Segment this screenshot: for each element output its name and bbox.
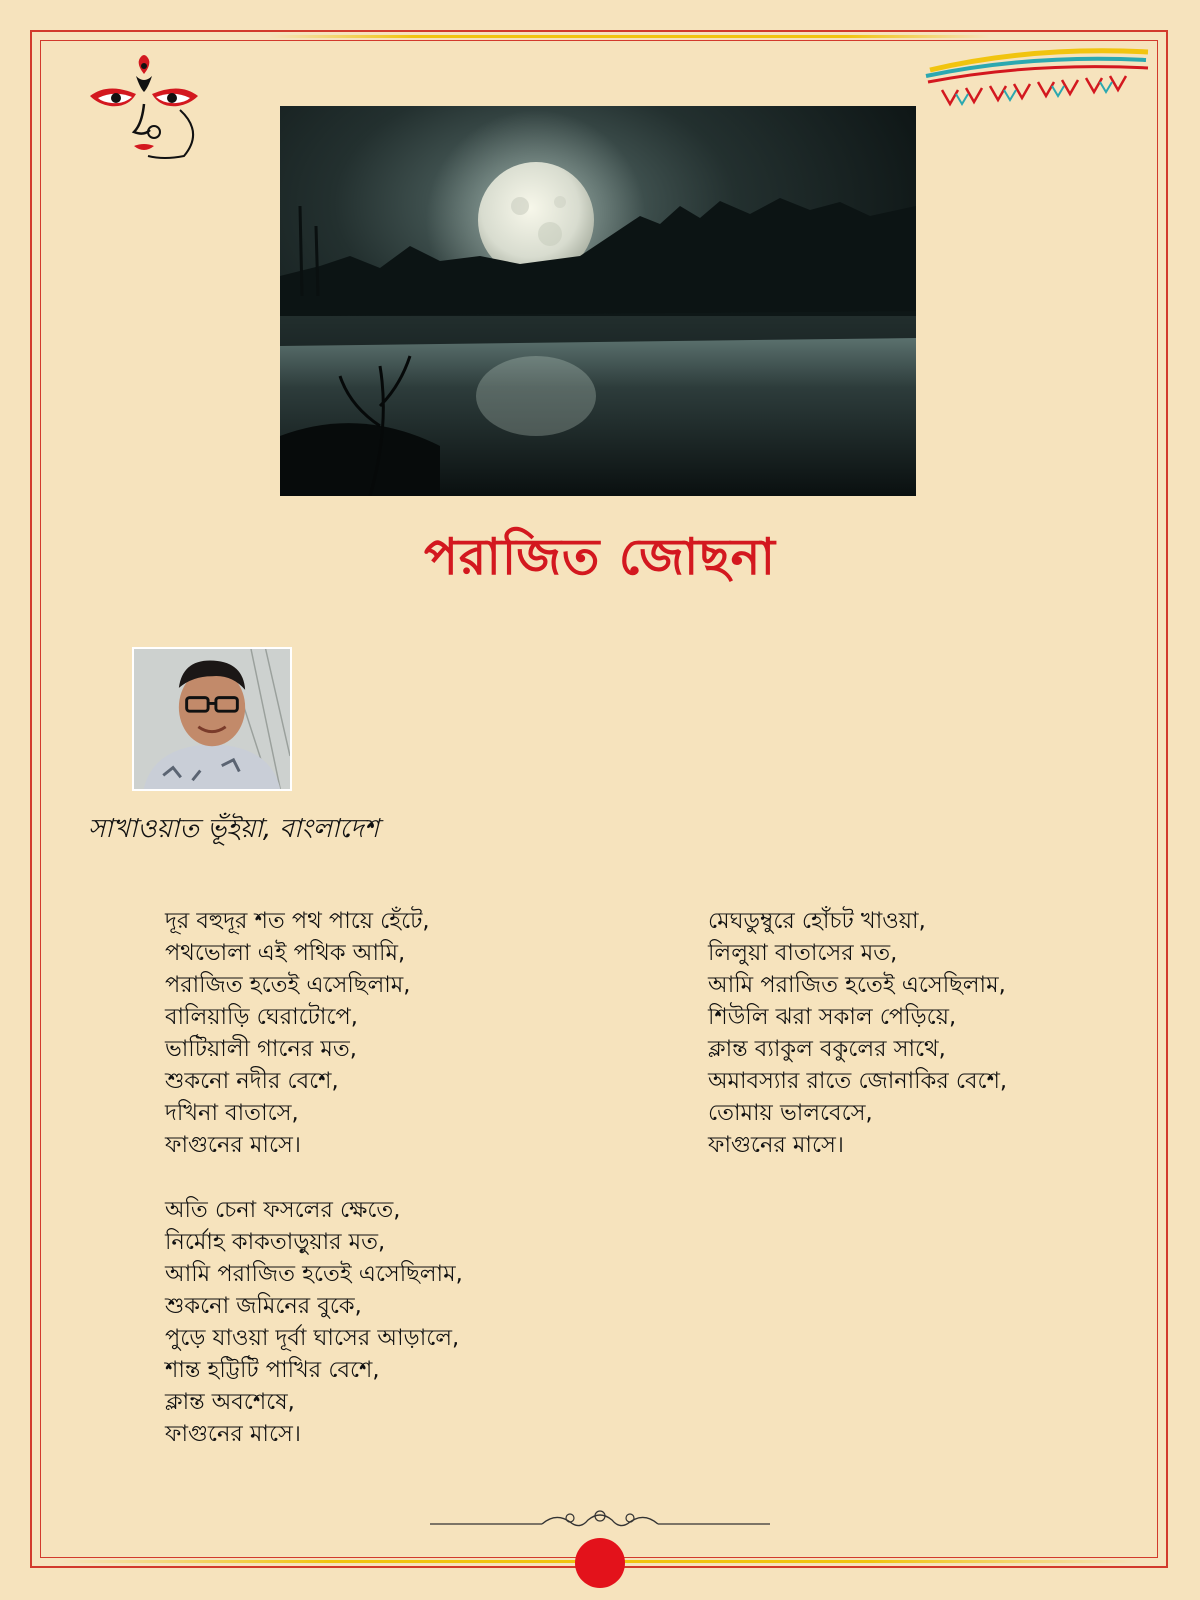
poem-line: দখিনা বাতাসে, <box>165 1100 299 1126</box>
poem-line: পথভোলা এই পথিক আমি, <box>165 940 406 966</box>
durga-face-icon <box>88 52 206 162</box>
poem-line: লিলুয়া বাতাসের মত, <box>708 940 898 966</box>
stanza-2 <box>165 1194 463 1450</box>
poem-line: ভাটিয়ালী গানের মত, <box>165 1036 357 1062</box>
poem-line: দূর বহুদূর শত পথ পায়ে হেঁটে, <box>165 908 430 934</box>
poem-line: অতি চেনা ফসলের ক্ষেতে, <box>165 1197 401 1223</box>
poem-line: শিউলি ঝরা সকাল পেড়িয়ে, <box>708 1004 957 1030</box>
poem-line: বালিয়াড়ি ঘেরাটোপে, <box>165 1004 358 1030</box>
poem-line: শুকনো জমিনের বুকে, <box>165 1293 362 1319</box>
poem-title: পরাজিত জোছনা <box>423 528 777 586</box>
moonlit-lake-photo <box>280 106 916 496</box>
poem-line: ফাগুনের মাসে। <box>165 1421 301 1447</box>
top-gold-line <box>270 35 990 38</box>
red-seal <box>575 1538 625 1588</box>
poem-line: শুকনো নদীর বেশে, <box>165 1068 339 1094</box>
poem-line: ক্লান্ত ব্যাকুল বকুলের সাথে, <box>708 1036 946 1062</box>
poem-line: ক্লান্ত অবশেষে, <box>165 1389 295 1415</box>
poem-line: আমি পরাজিত হতেই এসেছিলাম, <box>708 972 1006 998</box>
stanza-1 <box>165 905 430 1161</box>
poem-line: তোমায় ভালবেসে, <box>708 1100 873 1126</box>
poem-line: আমি পরাজিত হতেই এসেছিলাম, <box>165 1261 463 1287</box>
poem-line: পুড়ে যাওয়া দূর্বা ঘাসের আড়ালে, <box>165 1325 460 1351</box>
ornament-divider-icon <box>430 1508 770 1538</box>
poem-line: নির্মোহ কাকতাড়ুয়ার মত, <box>165 1229 386 1255</box>
poem-line: শান্ত হট্টিটি পাখির বেশে, <box>165 1357 380 1383</box>
poem-line: মেঘডুম্বুরে হোঁচট খাওয়া, <box>708 908 926 934</box>
poem-line: অমাবস্যার রাতে জোনাকির বেশে, <box>708 1068 1008 1094</box>
bunting-icon <box>922 40 1152 112</box>
poem-line: ফাগুনের মাসে। <box>708 1132 844 1158</box>
author-name: সাখাওয়াত ভূঁইয়া, বাংলাদেশ <box>88 814 379 844</box>
author-photo <box>132 647 292 791</box>
stanza-3 <box>708 905 1007 1161</box>
poem-line: ফাগুনের মাসে। <box>165 1132 301 1158</box>
poem-line: পরাজিত হতেই এসেছিলাম, <box>165 972 411 998</box>
